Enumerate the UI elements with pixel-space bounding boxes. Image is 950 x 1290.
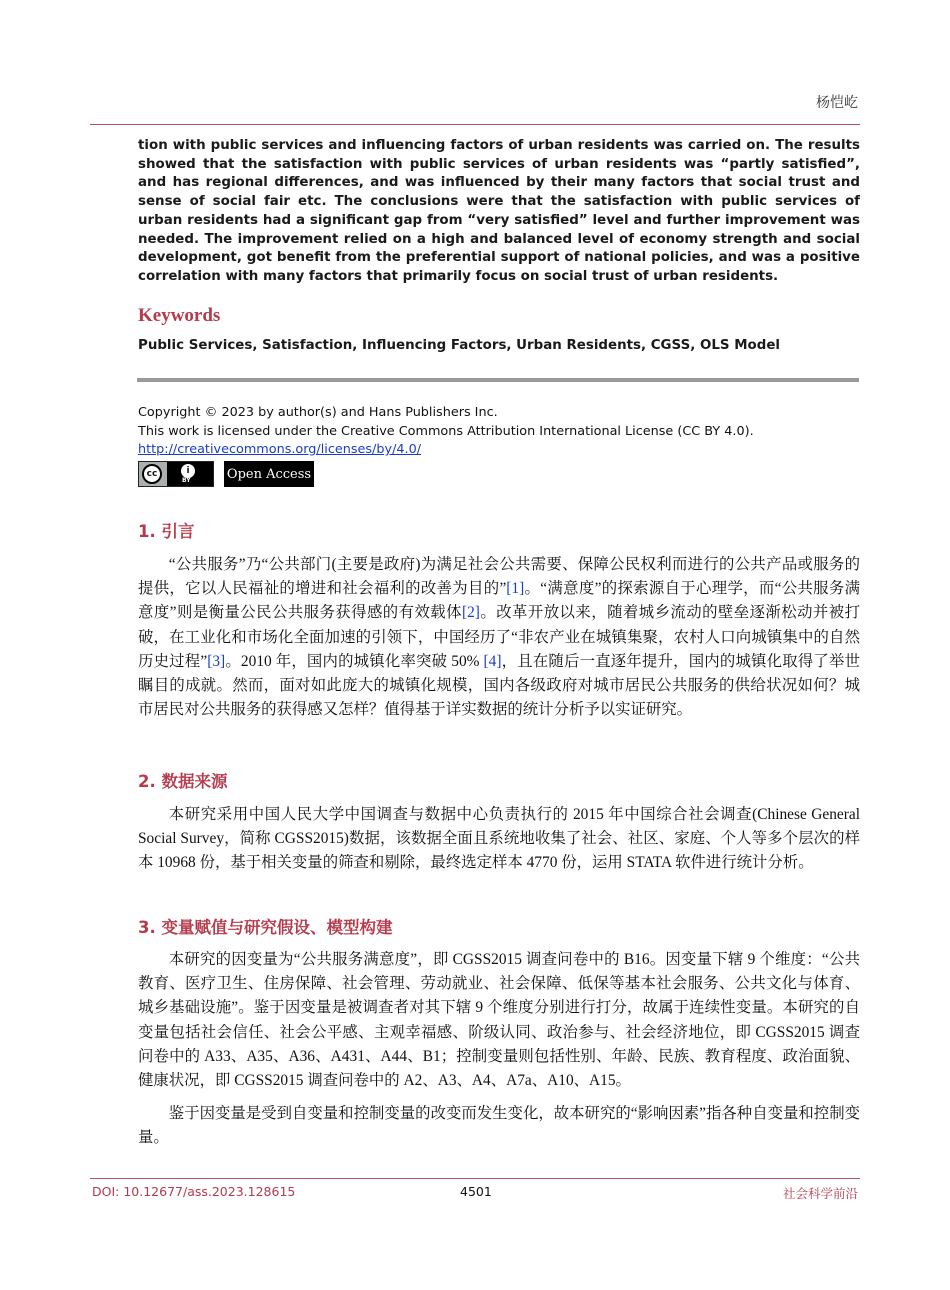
section-3-paragraph-1: 本研究的因变量为“公共服务满意度”，即 CGSS2015 调查问卷中的 B16。因变量下辖 9 个维度：“公共教育、医疗卫生、住房保障、社会管理、劳动就业、社会保障、低保等基本社会服务、公共文化与体育、城乡基础设施”。鉴于因变量是被调查者对其下辖 9 个维度分别进行打分，故属于连续性变量。本研究的自变量包括社会信任、社会公平感、主观幸福感、阶级认同、政治参与、社会经济地位，即 CGSS2015 调查问卷中的 A33、A35、A36、A431、A44、B1；控制变量则包括性别、年龄、民族、教育程度、政治面貌、健康状况，即 CGSS2015 调查问卷中的 A2、A3、A4、A7a、A10、A15。 bbox=[138, 951, 860, 1090]
section-3-paragraph-2: 鉴于因变量是受到自变量和控制变量的改变而发生变化，故本研究的“影响因素”指各种自变量和控制变量。 bbox=[138, 1105, 860, 1147]
journal-name: 社会科学前沿 bbox=[782, 1187, 858, 1201]
cc-icon: cc bbox=[142, 464, 162, 484]
citation-link[interactable]: [4] bbox=[483, 652, 502, 670]
by-icon bbox=[167, 462, 213, 486]
section-2-heading: 2. 数据来源 bbox=[138, 772, 228, 791]
person-icon: i bbox=[181, 464, 195, 478]
citation-link[interactable]: [2] bbox=[461, 604, 480, 622]
section-1-paragraph bbox=[138, 553, 860, 722]
license-link[interactable]: http://creativecommons.org/licenses/by/4.0/ bbox=[138, 442, 422, 457]
abstract-text: tion with public services and influencing factors of urban residents was carried on. The results showed that the satisfaction with public services of urban residents was “partly satisfied”, and has regional differences, and was influenced by their many factors that social trust and sense of social fair etc. The conclusions were that the satisfaction with public services of urban residents had a significant gap from “very satisfied” level and further improvement was needed. The improvement relied on a high and balanced level of economy strength and social development, got benefit from the preferential support of national policies, and was a positive correlation with many factors that primarily focus on social trust of urban residents. bbox=[138, 138, 860, 284]
section-1-heading: 1. 引言 bbox=[138, 522, 195, 541]
copyright-block bbox=[138, 404, 754, 460]
page-number: 4501 bbox=[460, 1184, 492, 1199]
copyright-line: Copyright © 2023 by author(s) and Hans Publishers Inc. bbox=[138, 405, 498, 420]
text-span: 。“满意度”的探索源自于心理学，而“公共服务满意度”则是衡量公民公共服务获得感的有效载体 bbox=[138, 580, 860, 622]
open-access-badge[interactable]: Open Access bbox=[224, 461, 314, 487]
text-span: “公共服务”乃“公共部门(主要是政府)为满足社会公共需要、保障公民权利而进行的公共产品或服务的提供，它以人民福祉的增进和社会福利的改善为目的” bbox=[138, 556, 860, 598]
keywords-heading: Keywords bbox=[138, 305, 221, 326]
citation-link[interactable]: [3] bbox=[207, 652, 226, 670]
text-span: 。改革开放以来，随着城乡流动的壁垒逐渐松动并被打破，在工业化和市场化全面加速的引领下，中国经历了“非农产业在城镇集聚，农村人口向城镇集中的自然历史过程” bbox=[138, 604, 860, 670]
footer-doi: DOI: 10.12677/ass.2023.128615 bbox=[92, 1184, 296, 1199]
section-2-paragraph: 本研究采用中国人民大学中国调查与数据中心负责执行的 2015 年中国综合社会调查(Chinese General Social Survey，简称 CGSS2015)数据，该数据全面且系统地收集了社会、社区、家庭、个人等多个层次的样本 10968 份，基于相关变量的筛查和剔除，最终选定样本 4770 份，运用 STATA 软件进行统计分析。 bbox=[138, 806, 860, 872]
citation-link[interactable]: [1] bbox=[506, 580, 525, 598]
section-3-heading: 3. 变量赋值与研究假设、模型构建 bbox=[138, 918, 393, 937]
header-divider bbox=[90, 124, 860, 125]
cc-by-badge[interactable] bbox=[138, 461, 214, 487]
text-span: ，且在随后一直逐年提升，国内的城镇化取得了举世瞩目的成就。然而，面对如此庞大的城镇化规模，国内各级政府对城市居民公共服务的供给状况如何？城市居民对公共服务的获得感又怎样？值得基于详实数据的统计分析予以实证研究。 bbox=[138, 652, 860, 719]
keywords-text: Public Services, Satisfaction, Influencing Factors, Urban Residents, CGSS, OLS Model bbox=[138, 338, 780, 353]
by-label: BY bbox=[182, 477, 191, 484]
license-line: This work is licensed under the Creative Commons Attribution International License (CC BY 4.0). bbox=[138, 423, 754, 439]
section-divider bbox=[137, 378, 859, 382]
header-author: 杨恺屹 bbox=[816, 96, 858, 111]
license-badges bbox=[138, 461, 314, 487]
footer-divider bbox=[90, 1178, 860, 1179]
text-span: 。2010 年，国内的城镇化率突破 50% bbox=[225, 652, 484, 670]
